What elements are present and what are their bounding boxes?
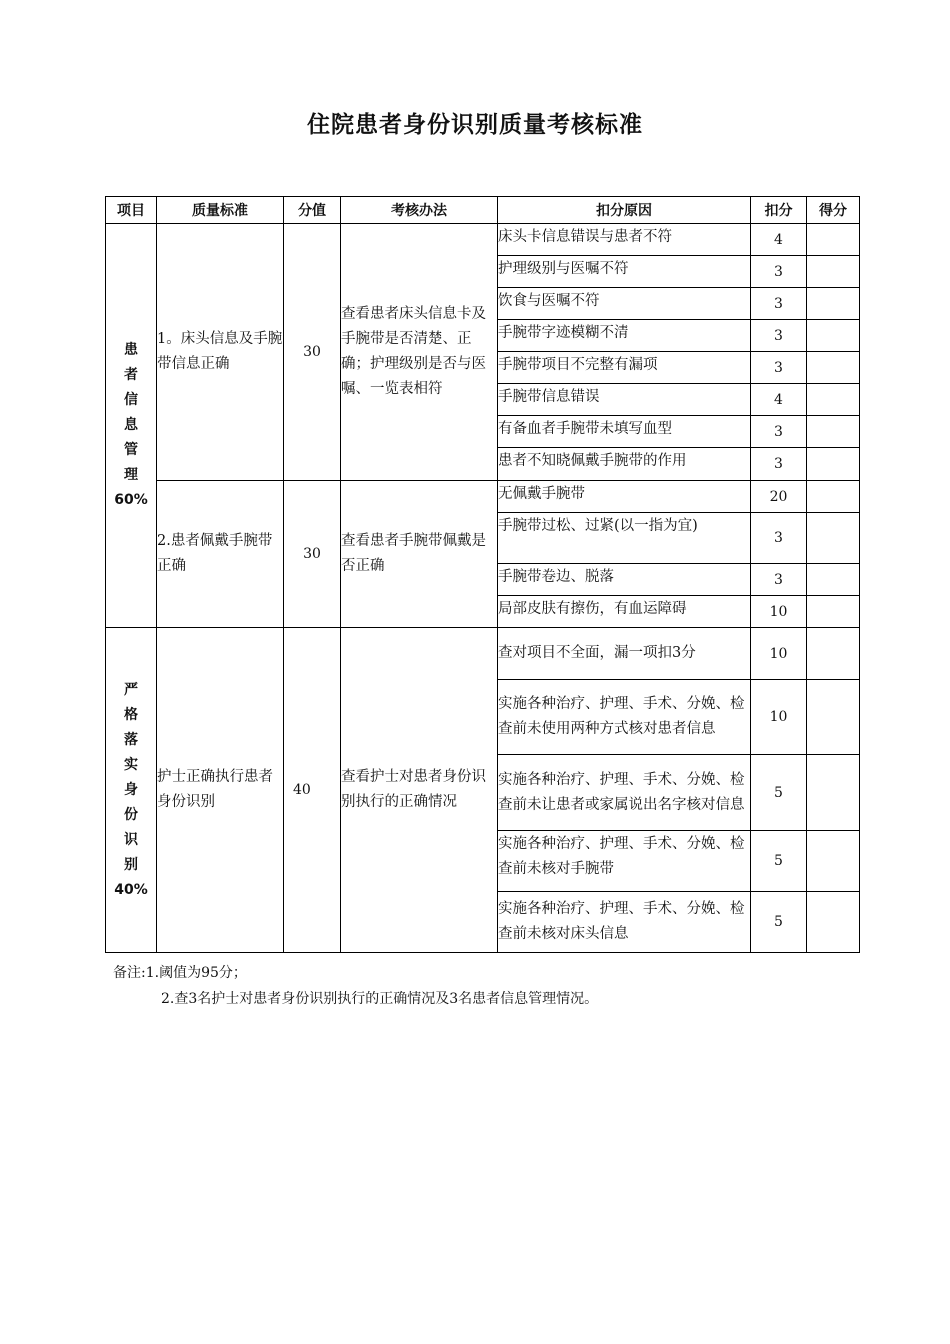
reason-cell: 实施各种治疗、护理、手术、分娩、检查前未核对手腕带 [498,831,751,892]
header-standard: 质量标准 [157,197,284,224]
method-text: 查看患者床头信息卡及手腕带是否清楚、正确；护理级别是否与医嘱、一览表相符 [341,224,498,481]
deduction-cell: 4 [751,224,807,256]
header-reason: 扣分原因 [498,197,751,224]
header-row [106,197,860,224]
method-text: 查看护士对患者身份识别执行的正确情况 [341,628,498,953]
category-patient-info: 患 者 信 息 管 理 60% [106,224,157,628]
reason-cell: 实施各种治疗、护理、手术、分娩、检查前未核对床头信息 [498,892,751,953]
reason-cell: 手腕带卷边、脱落 [498,564,751,596]
reason-cell: 有备血者手腕带未填写血型 [498,416,751,448]
deduction-cell: 3 [751,564,807,596]
earned-score-cell[interactable] [807,755,860,831]
earned-score-cell[interactable] [807,481,860,513]
standard-score: 30 [284,224,341,481]
deduction-cell: 5 [751,755,807,831]
deduction-cell: 3 [751,416,807,448]
reason-cell: 手腕带过松、过紧(以一指为宜) [498,513,751,564]
deduction-cell: 10 [751,628,807,680]
table-row [106,224,860,256]
reason-cell: 患者不知晓佩戴手腕带的作用 [498,448,751,481]
deduction-cell: 5 [751,831,807,892]
earned-score-cell[interactable] [807,416,860,448]
reason-cell: 查对项目不全面，漏一项扣3分 [498,628,751,680]
deduction-cell: 20 [751,481,807,513]
reason-cell: 手腕带字迹模糊不清 [498,320,751,352]
deduction-cell: 4 [751,384,807,416]
header-method: 考核办法 [341,197,498,224]
earned-score-cell[interactable] [807,288,860,320]
earned-score-cell[interactable] [807,256,860,288]
note-2: 2.查3名护士对患者身份识别执行的正确情况及3名患者信息管理情况。 [161,991,599,1007]
deduction-cell: 5 [751,892,807,953]
reason-cell: 无佩戴手腕带 [498,481,751,513]
earned-score-cell[interactable] [807,596,860,628]
earned-score-cell[interactable] [807,224,860,256]
deduction-cell: 3 [751,320,807,352]
reason-cell: 局部皮肤有擦伤，有血运障碍 [498,596,751,628]
standard-score: 30 [284,481,341,628]
earned-score-cell[interactable] [807,680,860,755]
deduction-cell: 10 [751,680,807,755]
reason-cell: 手腕带信息错误 [498,384,751,416]
earned-score-cell[interactable] [807,448,860,481]
deduction-cell: 3 [751,448,807,481]
category-identification: 严 格 落 实 身 份 识 别 40% [106,628,157,953]
reason-cell: 实施各种治疗、护理、手术、分娩、检查前未使用两种方式核对患者信息 [498,680,751,755]
deduction-cell: 10 [751,596,807,628]
note-1: 备注:1.阈值为95分； [113,965,247,981]
standard-text: 1。床头信息及手腕带信息正确 [157,224,284,481]
method-text: 查看患者手腕带佩戴是否正确 [341,481,498,628]
reason-cell: 饮食与医嘱不符 [498,288,751,320]
standard-score: 40 [284,628,341,953]
earned-score-cell[interactable] [807,628,860,680]
earned-score-cell[interactable] [807,320,860,352]
table-row [106,628,860,680]
assessment-table [105,196,860,953]
deduction-cell: 3 [751,513,807,564]
header-deduction: 扣分 [751,197,807,224]
earned-score-cell[interactable] [807,564,860,596]
header-earned: 得分 [807,197,860,224]
earned-score-cell[interactable] [807,384,860,416]
document-title: 住院患者身份识别质量考核标准 [307,112,643,138]
reason-cell: 护理级别与医嘱不符 [498,256,751,288]
notes [113,960,598,1012]
reason-cell: 手腕带项目不完整有漏项 [498,352,751,384]
earned-score-cell[interactable] [807,892,860,953]
deduction-cell: 3 [751,352,807,384]
standard-text: 2.患者佩戴手腕带正确 [157,481,284,628]
reason-cell: 实施各种治疗、护理、手术、分娩、检查前未让患者或家属说出名字核对信息 [498,755,751,831]
deduction-cell: 3 [751,256,807,288]
earned-score-cell[interactable] [807,352,860,384]
header-item: 项目 [106,197,157,224]
header-score: 分值 [284,197,341,224]
earned-score-cell[interactable] [807,513,860,564]
standard-text: 护士正确执行患者身份识别 [157,628,284,953]
earned-score-cell[interactable] [807,831,860,892]
reason-cell: 床头卡信息错误与患者不符 [498,224,751,256]
table-row [106,481,860,513]
deduction-cell: 3 [751,288,807,320]
